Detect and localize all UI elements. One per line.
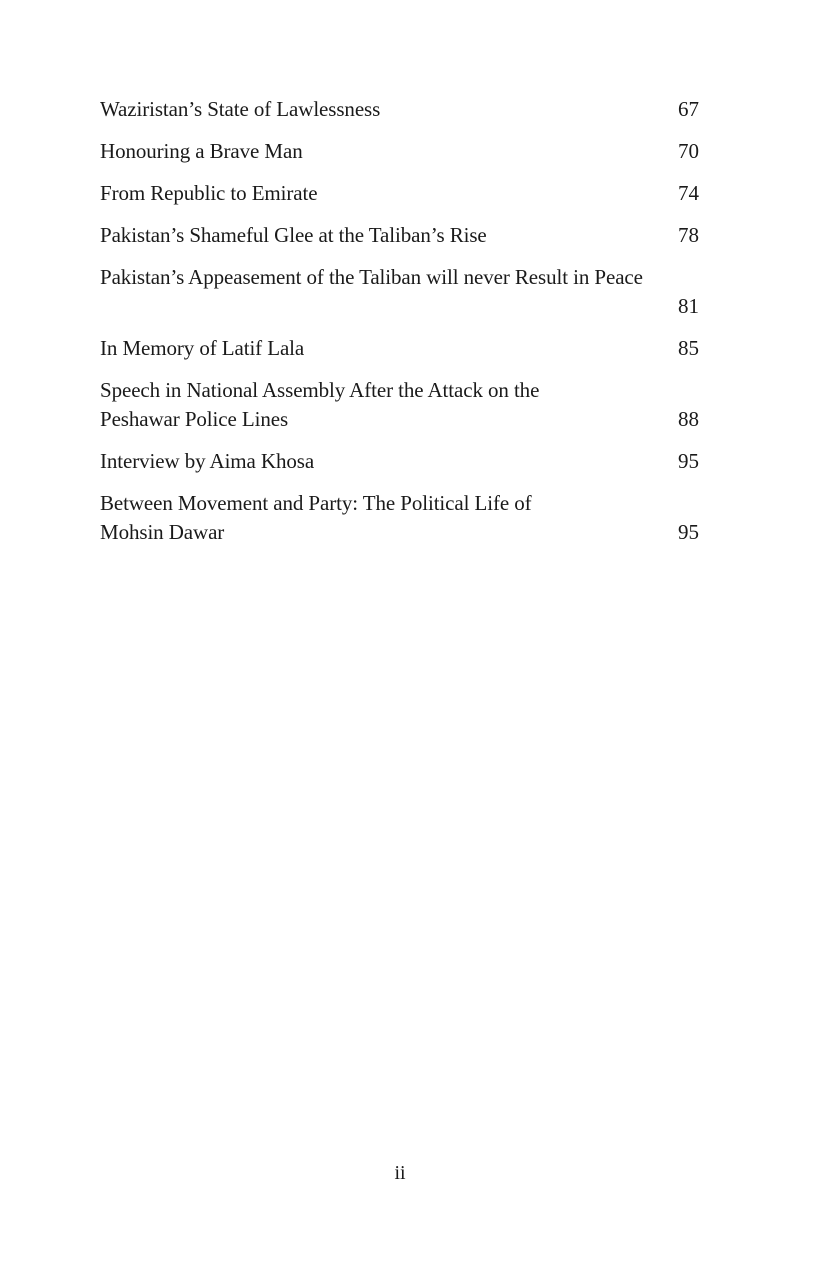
toc-entry[interactable] — [100, 179, 700, 208]
toc-entry-title: Pakistan’s Appeasement of the Taliban will never Result in Peace — [100, 265, 643, 289]
toc-entry[interactable] — [100, 95, 700, 124]
toc-entry-page: 81 — [678, 294, 699, 318]
toc-entry-page: 85 — [678, 336, 699, 360]
toc-entry-page: 67 — [678, 97, 699, 121]
toc-entry[interactable] — [100, 137, 700, 166]
toc-entry[interactable] — [100, 489, 700, 547]
toc-entry-page: 70 — [678, 139, 699, 163]
page-number: ii — [394, 1162, 406, 1184]
toc-entry-title: Speech in National Assembly After the Attack on the Peshawar Police Lines — [100, 378, 540, 431]
toc-entry-page: 95 — [678, 520, 699, 544]
toc-entry-title: Waziristan’s State of Lawlessness — [100, 97, 381, 121]
toc-entry[interactable] — [100, 221, 700, 250]
toc-entry-title: Between Movement and Party: The Political Life of Mohsin Dawar — [100, 491, 532, 544]
toc-entry[interactable] — [100, 376, 700, 434]
toc-entry[interactable] — [100, 263, 700, 321]
toc-entry-title: Honouring a Brave Man — [100, 139, 303, 163]
toc-entry-title: Interview by Aima Khosa — [100, 449, 315, 473]
toc-entry[interactable] — [100, 334, 700, 363]
toc-entry-title: In Memory of Latif Lala — [100, 336, 305, 360]
table-of-contents — [100, 95, 700, 560]
toc-entry-title: From Republic to Emirate — [100, 181, 318, 205]
toc-entry-page: 88 — [678, 407, 699, 431]
toc-entry-page: 95 — [678, 449, 699, 473]
toc-entry-page: 78 — [678, 223, 699, 247]
toc-entry[interactable] — [100, 447, 700, 476]
toc-entry-title: Pakistan’s Shameful Glee at the Taliban’s Rise — [100, 223, 487, 247]
toc-entry-page: 74 — [678, 181, 699, 205]
